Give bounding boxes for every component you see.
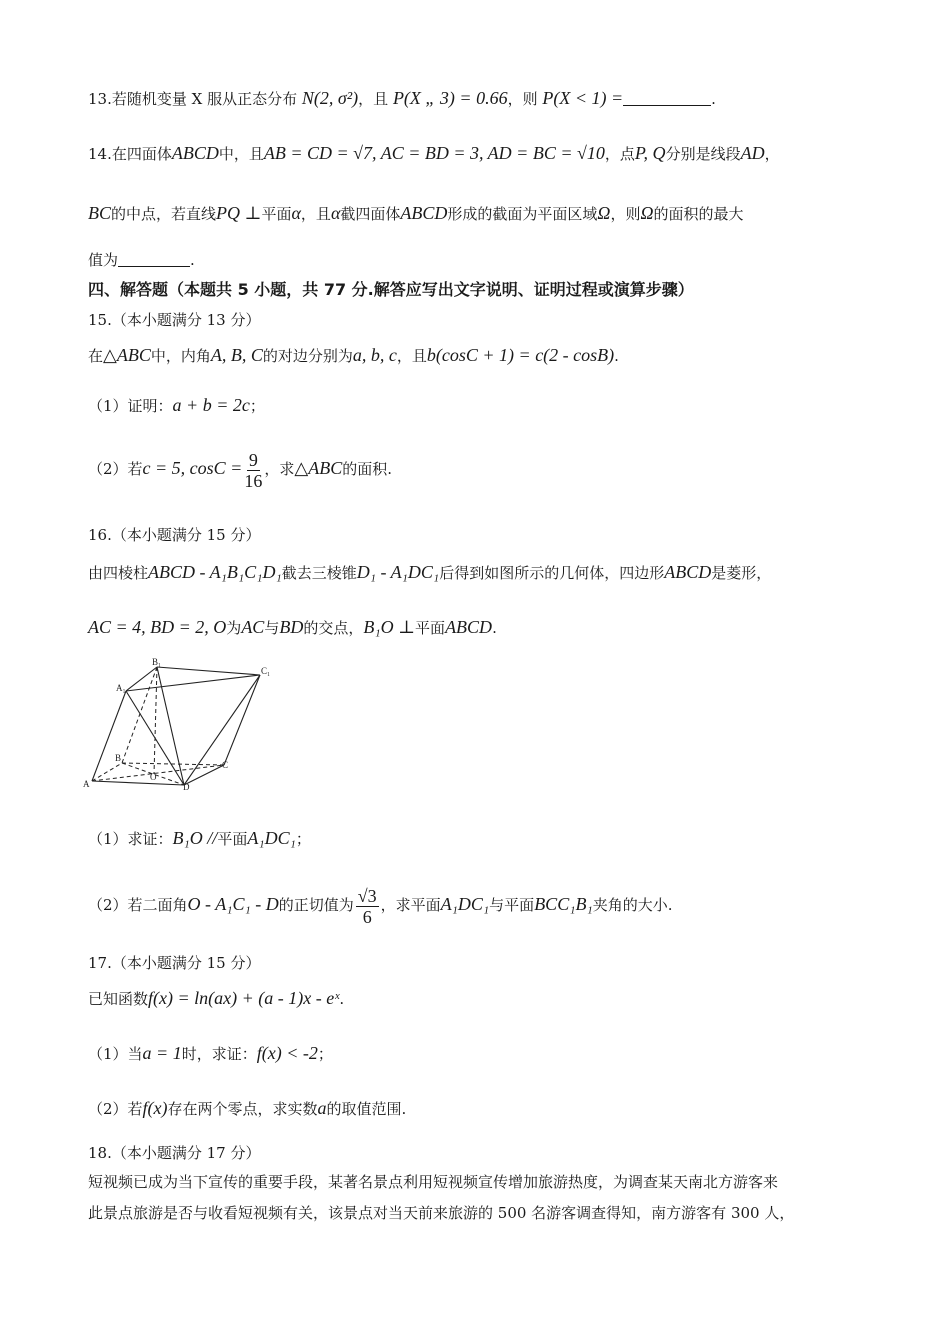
q14-text-b: 中，且 (218, 145, 264, 163)
q16-text-d: 是菱形， (711, 564, 772, 582)
q16-line-1 (88, 562, 771, 583)
q13-prob-given: P(X „ 3) = 0.66 (392, 88, 508, 108)
q15-part-2 (88, 447, 392, 491)
q14-text-k: ，则 (610, 205, 641, 223)
q13-text-c: ，则 (507, 90, 538, 108)
q16-p2-dihedral: O - A₁C₁ - D (187, 894, 279, 914)
q15-p2-expr: c = 5, cosC = (142, 458, 243, 478)
q16-plane-abcd: ABCD (445, 617, 493, 637)
q14-tetra-2: ABCD (400, 203, 448, 223)
q16-text-c: 后得到如图所示的几何体，四边形 (439, 564, 665, 582)
q15-sides: a, b, c (352, 345, 397, 365)
q16-frac-den: 6 (362, 906, 372, 927)
q15-part-1 (88, 395, 265, 416)
q14-line-1 (88, 143, 780, 164)
q16-p2-text-a: 的正切值为 (278, 896, 354, 914)
q16-line-2 (88, 617, 497, 638)
q16-p2-end: 夹角的大小. (592, 896, 673, 914)
q14-segment-bc: BC (88, 203, 112, 223)
q14-line-2 (88, 203, 744, 224)
q17-p1-label: （1）当 (88, 1045, 143, 1063)
q13-end: . (711, 90, 716, 108)
fig-label-a: A (83, 779, 90, 789)
q16-text-g: 的交点， (303, 619, 364, 637)
q17-p1-inequality: f(x) < -2 (256, 1043, 318, 1063)
q16-prism: ABCD - A₁B₁C₁D₁ (148, 562, 282, 582)
q16-p1-text: 平面 (217, 830, 248, 848)
q15-end: . (614, 347, 619, 365)
q14-tetra: ABCD (171, 143, 219, 163)
q14-points: P, Q (634, 143, 666, 163)
q15-line-1 (88, 345, 619, 366)
q16-p2-label: （2）若二面角 (88, 896, 188, 914)
q17-header: 17.（本小题满分 15 分） (88, 954, 261, 972)
q17-line-1 (88, 988, 344, 1009)
q17-p1-condition: a = 1 (142, 1043, 182, 1063)
q15-text-b: 中，内角 (150, 347, 211, 365)
fig-label-o: O (150, 772, 157, 782)
q15-angles: A, B, C (210, 345, 263, 365)
q17-p2-label: （2）若 (88, 1100, 143, 1118)
q16-bd: BD (279, 617, 304, 637)
q16-p2-text-c: 与平面 (489, 896, 535, 914)
q16-p1-plane: A₁DC₁ (247, 828, 296, 848)
fig-label-b1: B₁ (152, 657, 162, 667)
fig-label-a1: A₁ (116, 683, 126, 693)
q18-line-1: 短视频已成为当下宣传的重要手段，某著名景点利用短视频宣传增加旅游热度，为调查某天南北方游客来 (88, 1173, 779, 1191)
q13-prob-asked: P(X < 1) = (542, 88, 624, 108)
q15-p1-end: ； (249, 397, 265, 415)
q17-end: . (339, 990, 345, 1008)
q17-p2-f: f(x) (142, 1098, 168, 1118)
q13-text-b: ，且 (358, 90, 389, 108)
q16-text-f: 与 (264, 619, 280, 637)
q15-frac-den: 16 (244, 470, 263, 491)
q15-fraction (244, 450, 262, 491)
q14-edge-lengths: AB = CD = √7, AC = BD = 3, AD = BC = √10 (263, 143, 605, 163)
q13-normal-dist: N(2, σ²) (301, 88, 359, 108)
fig-label-c1: C₁ (261, 666, 271, 676)
q16-p1-label: （1）求证： (88, 830, 173, 848)
q16-text-h: 平面 (415, 619, 446, 637)
q15-frac-num: 9 (248, 449, 258, 470)
q17-p1-end: ； (317, 1045, 333, 1063)
q15-condition: b(cosC + 1) = c(2 - cosB) (426, 345, 615, 365)
q16-geometry-figure (82, 655, 282, 795)
q14-segment-ad: AD (740, 143, 765, 163)
q13-answer-blank[interactable] (623, 91, 711, 106)
q15-text-a: 在 (88, 347, 104, 365)
q16-part-2 (88, 880, 673, 929)
q14-alpha: α (291, 203, 301, 223)
q17-p2-text: 存在两个零点，求实数 (167, 1100, 318, 1118)
q16-fraction (356, 886, 379, 927)
q16-pyramid: D₁ - A₁DC₁ (356, 562, 440, 582)
q13-number: 13. (88, 90, 112, 108)
q14-end: . (190, 251, 195, 269)
q14-answer-blank[interactable] (118, 252, 190, 267)
q14-line-3 (88, 250, 195, 270)
q16-b1o-perp: B₁O ⊥ (363, 617, 416, 637)
fig-label-c: C (222, 760, 229, 770)
q14-text-d: 分别是线段 (665, 145, 741, 163)
q16-p2-plane-1: A₁DC₁ (440, 894, 490, 914)
q15-header: 15.（本小题满分 13 分） (88, 311, 261, 329)
q14-text-f: 的中点，若直线 (111, 205, 217, 223)
q13-text: 若随机变量 X 服从正态分布 (111, 90, 298, 108)
q14-pq-perp: PQ ⊥ (216, 203, 262, 223)
q14-text-a: 14.在四面体 (88, 145, 172, 163)
q15-p2-triangle: △ABC (294, 458, 343, 478)
q16-end: . (492, 619, 497, 637)
q15-text-c: 的对边分别为 (262, 347, 353, 365)
fig-label-d: D (183, 782, 190, 792)
q14-alpha-2: α (330, 203, 341, 223)
section-4-heading: 四、解答题（本题共 5 小题，共 77 分.解答应写出文字说明、证明过程或演算步骤） (88, 280, 694, 299)
q14-text-m: 值为 (88, 251, 119, 269)
q15-triangle: △ABC (103, 345, 151, 365)
q13-line (88, 88, 716, 109)
q14-text-g: 平面 (261, 205, 292, 223)
q16-text-a: 由四棱柱 (88, 564, 149, 582)
q16-rhombus: ABCD (664, 562, 712, 582)
q15-p1-expr: a + b = 2c (172, 395, 250, 415)
q14-text-c: ，点 (604, 145, 635, 163)
q17-part-2 (88, 1098, 406, 1119)
q15-text-d: ，且 (396, 347, 427, 365)
q17-text-a: 已知函数 (88, 990, 149, 1008)
q14-text-l: 的面积的最大 (653, 205, 744, 223)
q16-header: 16.（本小题满分 15 分） (88, 526, 261, 544)
q16-frac-num: √3 (357, 885, 377, 906)
q15-p1-label: （1）证明： (88, 397, 173, 415)
q17-function: f(x) = ln(ax) + (a - 1)x - eˣ (148, 988, 340, 1008)
q15-p2-text: ，求 (264, 460, 295, 478)
q17-p2-var: a (317, 1098, 327, 1118)
q16-ac: AC (241, 617, 265, 637)
q14-text-h: ，且 (300, 205, 331, 223)
q14-text-j: 形成的截面为平面区域 (447, 205, 598, 223)
fig-label-b: B (115, 753, 122, 763)
q17-p1-text: 时，求证： (181, 1045, 257, 1063)
q18-header: 18.（本小题满分 17 分） (88, 1144, 261, 1162)
q14-text-e: ， (764, 145, 780, 163)
q16-p2-plane-2: BCC₁B₁ (534, 894, 593, 914)
q16-lengths: AC = 4, BD = 2, O (88, 617, 227, 637)
q16-text-b: 截去三棱锥 (281, 564, 357, 582)
q16-text-e: 为 (226, 619, 242, 637)
q16-p2-text-b: ，求平面 (380, 896, 441, 914)
q16-part-1 (88, 828, 311, 849)
q14-omega-2: Ω (640, 203, 654, 223)
q15-p2-end: 的面积. (342, 460, 392, 478)
q17-p2-end: 的取值范围. (326, 1100, 407, 1118)
q14-omega: Ω (597, 203, 611, 223)
q16-p1-parallel: B₁O // (172, 828, 218, 848)
q18-line-2: 此景点旅游是否与收看短视频有关，该景点对当天前来旅游的 500 名游客调查得知，南方游客有 300 人， (88, 1204, 795, 1222)
q17-part-1 (88, 1043, 333, 1064)
q15-p2-label: （2）若 (88, 460, 143, 478)
q14-text-i: 截四面体 (340, 205, 401, 223)
q16-p1-end: ； (295, 830, 311, 848)
